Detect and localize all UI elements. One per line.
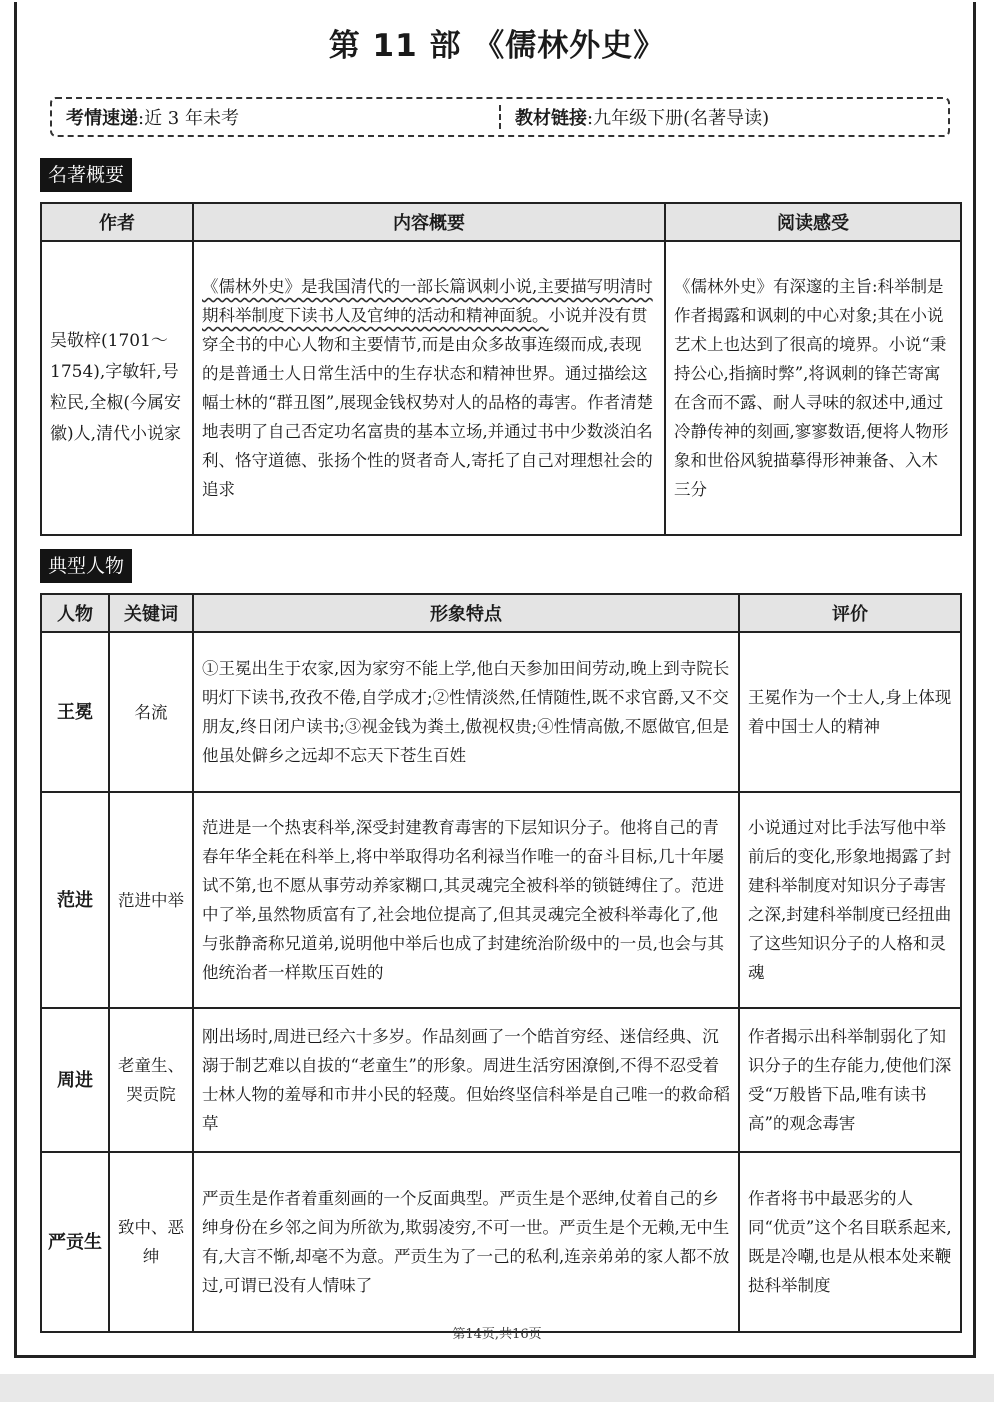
character-keyword: 范进中举 bbox=[109, 792, 193, 1008]
textbook-label: 教材链接 bbox=[515, 108, 587, 129]
textbook-value: 九年级下册(名著导读) bbox=[593, 108, 770, 129]
exam-label: 考情速递 bbox=[66, 108, 138, 129]
summary-underlined: 《儒林外史》是我国清代的一部长篇讽刺小说,主要描写明清时期科举制度下读书人及官绅的活动和精神面貌。 bbox=[202, 277, 653, 325]
character-name: 范进 bbox=[41, 792, 109, 1008]
textbook-info: 教材链接:九年级下册(名著导读) bbox=[515, 108, 770, 129]
table-row bbox=[41, 792, 961, 1008]
character-traits: 严贡生是作者着重刻画的一个反面典型。严贡生是个恶绅,仗着自己的乡绅身份在乡邻之间为所欲为,欺弱凌穷,不可一世。严贡生是个无赖,无中生有,大言不惭,却毫不为意。严贡生为了一己的私利,连亲弟弟的家人都不放过,可谓已没有人情味了 bbox=[193, 1152, 739, 1332]
characters-header-row bbox=[41, 594, 961, 632]
header-feeling: 阅读感受 bbox=[665, 203, 961, 241]
table-row bbox=[41, 632, 961, 792]
exam-info: 考情速递:近 3 年未考 bbox=[66, 108, 239, 129]
author-cell: 吴敬梓(1701～1754),字敏轩,号粒民,全椒(今属安徽)人,清代小说家 bbox=[41, 241, 193, 535]
character-traits: 刚出场时,周进已经六十多岁。作品刻画了一个皓首穷经、迷信经典、沉溺于制艺难以自拔的“老童生”的形象。周进生活穷困潦倒,不得不忍受着士林人物的羞辱和市井小民的轻蔑。但始终坚信科举是自己唯一的救命稻草 bbox=[193, 1008, 739, 1152]
section-heading-characters: 典型人物 bbox=[40, 549, 132, 583]
exam-value: 近 3 年未考 bbox=[144, 108, 239, 129]
overview-table bbox=[40, 202, 962, 536]
header-character: 人物 bbox=[41, 594, 109, 632]
character-keyword: 老童生、哭贡院 bbox=[109, 1008, 193, 1152]
character-name: 严贡生 bbox=[41, 1152, 109, 1332]
summary-rest: 小说并没有贯穿全书的中心人物和主要情节,而是由众多故事连缀而成,表现的是普通士人日常生活中的生存状态和精神世界。通过描绘这幅士林的“群丑图”,展现金钱权势对人的品格的毒害。作者清楚地表明了自己否定功名富贵的基本立场,并通过书中少数淡泊名利、恪守道德、张扬个性的贤者奇人,寄托了自己对理想社会的追求 bbox=[202, 306, 654, 499]
page-title: 第 11 部 《儒林外史》 bbox=[328, 28, 666, 64]
page-number: 第14页,共16页 bbox=[452, 1327, 542, 1342]
info-bar bbox=[50, 97, 950, 137]
character-evaluation: 王冕作为一个士人,身上体现着中国士人的精神 bbox=[739, 632, 961, 792]
character-name: 王冕 bbox=[41, 632, 109, 792]
header-summary: 内容概要 bbox=[193, 203, 665, 241]
overview-row bbox=[41, 241, 961, 535]
header-keyword: 关键词 bbox=[109, 594, 193, 632]
header-traits: 形象特点 bbox=[193, 594, 739, 632]
header-evaluation: 评价 bbox=[739, 594, 961, 632]
character-traits: ①王冕出生于农家,因为家穷不能上学,他白天参加田间劳动,晚上到寺院长明灯下读书,孜孜不倦,自学成才;②性情淡然,任情随性,既不求官爵,又不交朋友,终日闭户读书;③视金钱为粪土,傲视权贵;④性情高傲,不愿做官,但是他虽处僻乡之远却不忘天下苍生百姓 bbox=[193, 632, 739, 792]
summary-cell bbox=[193, 241, 665, 535]
character-traits: 范进是一个热衷科举,深受封建教育毒害的下层知识分子。他将自己的青春年华全耗在科举上,将中举取得功名利禄当作唯一的奋斗目标,几十年屡试不第,也不愿从事劳动养家糊口,其灵魂完全被科举的锁链缚住了。范进中了举,虽然物质富有了,社会地位提高了,但其灵魂完全被科举毒化了,他与张静斋称兄道弟,说明他中举后也成了封建统治阶级中的一员,也会与其他统治者一样欺压百姓的 bbox=[193, 792, 739, 1008]
characters-table bbox=[40, 593, 962, 1333]
section-heading-overview: 名著概要 bbox=[40, 158, 132, 192]
table-row bbox=[41, 1008, 961, 1152]
table-row bbox=[41, 1152, 961, 1332]
feeling-cell: 《儒林外史》有深邃的主旨:科举制是作者揭露和讽刺的中心对象;其在小说艺术上也达到了很高的境界。小说“秉持公心,指摘时弊”,将讽刺的锋芒寄寓在含而不露、耐人寻味的叙述中,通过冷静传神的刻画,寥寥数语,便将人物形象和世俗风貌描摹得形神兼备、入木三分 bbox=[665, 241, 961, 535]
character-keyword: 致中、恶绅 bbox=[109, 1152, 193, 1332]
character-name: 周进 bbox=[41, 1008, 109, 1152]
header-author: 作者 bbox=[41, 203, 193, 241]
character-evaluation: 小说通过对比手法写他中举前后的变化,形象地揭露了封建科举制度对知识分子毒害之深,封建科举制度已经扭曲了这些知识分子的人格和灵魂 bbox=[739, 792, 961, 1008]
character-evaluation: 作者揭示出科举制弱化了知识分子的生存能力,使他们深受“万般皆下品,唯有读书高”的观念毒害 bbox=[739, 1008, 961, 1152]
overview-header-row bbox=[41, 203, 961, 241]
character-evaluation: 作者将书中最恶劣的人同“优贡”这个名目联系起来,既是冷嘲,也是从根本处来鞭挞科举制度 bbox=[739, 1152, 961, 1332]
character-keyword: 名流 bbox=[109, 632, 193, 792]
bottom-bar bbox=[0, 1374, 994, 1402]
